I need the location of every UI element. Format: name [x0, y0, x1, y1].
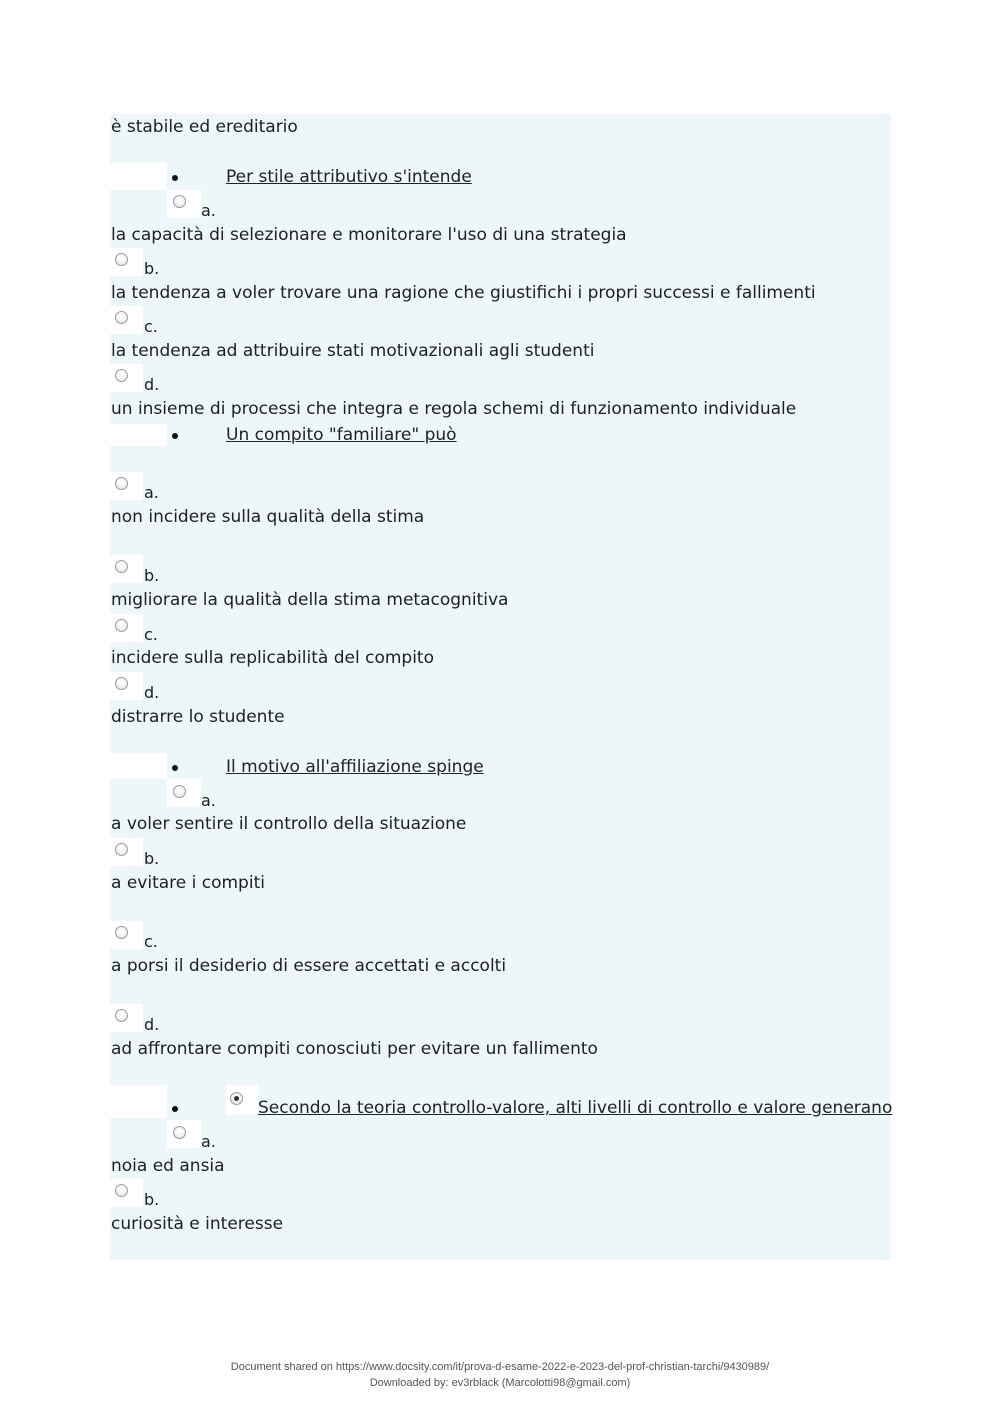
- q4-option-a-radio[interactable]: [173, 1126, 186, 1139]
- gap-block: [110, 753, 167, 779]
- option-letter: c.: [144, 932, 158, 951]
- option-letter: c.: [144, 317, 158, 336]
- option-letter: d.: [144, 1015, 160, 1034]
- q2-option-c-text: incidere sulla replicabilità del compito: [111, 648, 434, 668]
- gap-block: [110, 424, 167, 446]
- option-letter: b.: [144, 566, 160, 585]
- q3-option-a-radio[interactable]: [173, 785, 186, 798]
- footer-shared-link[interactable]: Document shared on https://www.docsity.com/it/prova-d-esame-2022-e-2023-del-prof-christian-tarchi/9430989/: [230, 1361, 770, 1373]
- option-letter: a.: [144, 483, 159, 502]
- option-letter: a.: [201, 201, 216, 220]
- footer-downloaded-by: Downloaded by: ev3rblack (Marcolotti98@gmail.com): [369, 1377, 631, 1389]
- q1-option-c-text: la tendenza ad attribuire stati motivazionali agli studenti: [111, 341, 595, 361]
- option-letter: b.: [144, 849, 160, 868]
- q3-option-d-radio[interactable]: [115, 1009, 128, 1022]
- option-letter: b.: [144, 1190, 160, 1209]
- q1-option-b-text: la tendenza a voler trovare una ragione che giustifichi i propri successi e fallimenti: [111, 283, 816, 303]
- bullet-icon: [172, 433, 178, 439]
- q1-option-a-text: la capacità di selezionare e monitorare l'uso di una strategia: [111, 225, 627, 245]
- q3-option-b-radio[interactable]: [115, 843, 128, 856]
- q4-option-b-text: curiosità e interesse: [111, 1214, 284, 1234]
- q1-option-a-radio[interactable]: [173, 195, 186, 208]
- bullet-icon: [172, 175, 178, 181]
- option-letter: b.: [144, 259, 160, 278]
- q2-option-c-radio[interactable]: [115, 619, 128, 632]
- option-letter: a.: [201, 791, 216, 810]
- q3-option-d-text: ad affrontare compiti conosciuti per evitare un fallimento: [111, 1039, 598, 1059]
- q3-option-b-text: a evitare i compiti: [111, 873, 265, 893]
- question-2-title: Un compito "familiare" può: [226, 425, 457, 445]
- question-4-flag-radio[interactable]: [230, 1092, 243, 1105]
- q4-option-b-radio[interactable]: [115, 1184, 128, 1197]
- q1-option-d-text: un insieme di processi che integra e regola schemi di funzionamento individuale: [111, 399, 797, 419]
- q1-option-b-radio[interactable]: [115, 253, 128, 266]
- bullet-icon: [172, 765, 178, 771]
- option-letter: d.: [144, 683, 160, 702]
- question-1-title: Per stile attributivo s'intende: [226, 167, 472, 187]
- previous-answer-text: è stabile ed ereditario: [111, 117, 298, 137]
- option-letter: d.: [144, 375, 160, 394]
- gap-block: [110, 1085, 167, 1118]
- bullet-icon: [172, 1106, 178, 1112]
- q2-option-d-text: distrarre lo studente: [111, 707, 285, 727]
- q2-option-d-radio[interactable]: [115, 677, 128, 690]
- q2-option-a-text: non incidere sulla qualità della stima: [111, 507, 425, 527]
- question-4-title: Secondo la teoria controllo-valore, alti livelli di controllo e valore generano: [258, 1098, 893, 1118]
- q2-option-b-text: migliorare la qualità della stima metacognitiva: [111, 590, 509, 610]
- option-letter: c.: [144, 625, 158, 644]
- q1-option-d-radio[interactable]: [115, 369, 128, 382]
- gap-block: [110, 163, 167, 190]
- option-letter: a.: [201, 1132, 216, 1151]
- q3-option-a-text: a voler sentire il controllo della situazione: [111, 814, 467, 834]
- q1-option-c-radio[interactable]: [115, 311, 128, 324]
- q4-option-a-text: noia ed ansia: [111, 1156, 225, 1176]
- question-3-title: Il motivo all'affiliazione spinge: [226, 757, 484, 777]
- q3-option-c-text: a porsi il desiderio di essere accettati e accolti: [111, 956, 507, 976]
- q3-option-c-radio[interactable]: [115, 926, 128, 939]
- q2-option-b-radio[interactable]: [115, 560, 128, 573]
- q2-option-a-radio[interactable]: [115, 477, 128, 490]
